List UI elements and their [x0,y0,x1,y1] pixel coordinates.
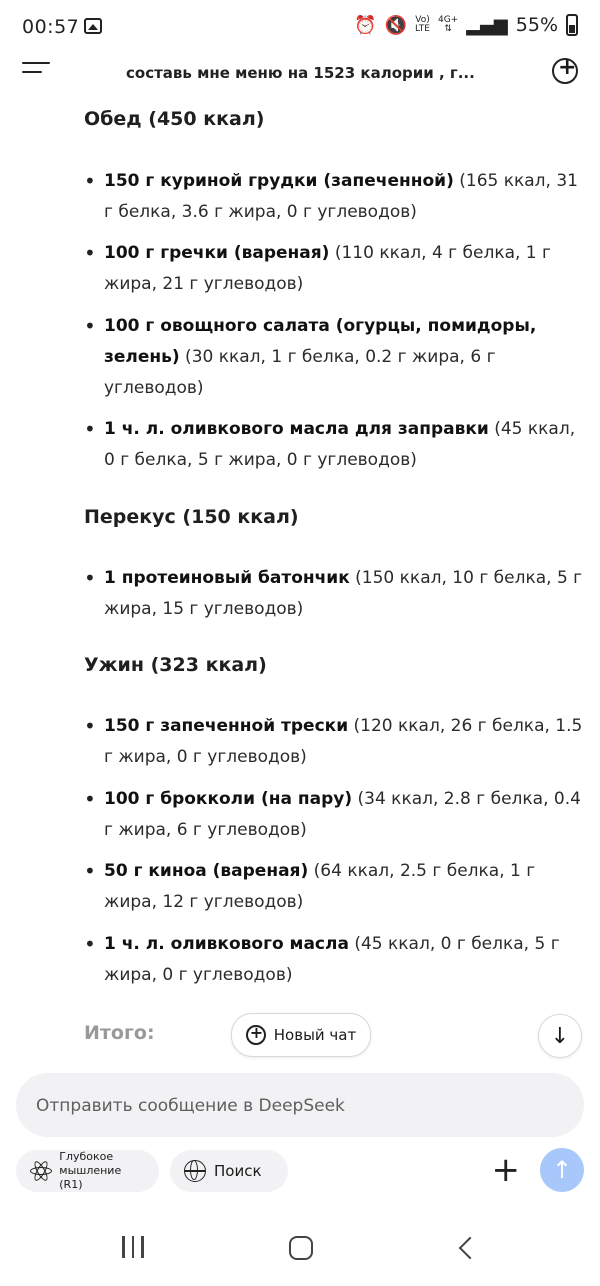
list-item: • 100 г брокколи (на пару) (34 ккал, 2.8 г белка, 0.4 г жира, 6 г углеводов) [104,784,584,846]
section-heading-lunch: Обед (450 ккал) [84,108,265,130]
attach-plus-icon[interactable]: + [491,1150,520,1190]
menu-icon[interactable] [22,62,50,82]
assistant-message [0,104,600,1044]
section-heading-snack: Перекус (150 ккал) [84,506,299,528]
globe-icon [184,1160,206,1182]
recent-apps-icon[interactable] [122,1236,144,1258]
arrow-down-icon: ↓ [550,1023,570,1049]
list-item: • 1 ч. л. оливкового масла для заправки (45 ккал, 0 г белка, 5 г жира, 0 г углеводов) [104,414,584,476]
scroll-down-button[interactable] [538,1014,582,1058]
input-toolbar [16,1150,584,1192]
plus-circle-icon [246,1025,266,1045]
network-type-icon: 4G+ ⇅ [437,15,459,34]
volte-icon: Vo) LTE [415,15,430,34]
home-icon[interactable] [289,1236,313,1260]
search-label: Поиск [214,1162,262,1180]
gallery-notification-icon [84,18,102,34]
status-bar [0,0,600,56]
list-item: • 150 г запеченной трески (120 ккал, 26 г белка, 1.5 г жира, 0 г углеводов) [104,711,584,773]
list-item: • 1 ч. л. оливкового масла (45 ккал, 0 г белка, 5 г жира, 0 г углеводов) [104,929,584,991]
arrow-up-icon: ↑ [551,1156,573,1184]
battery-percent: 55% [515,14,558,36]
section-heading-dinner: Ужин (323 ккал) [84,654,267,676]
list-item: • 100 г овощного салата (огурцы, помидоры, зелень) (30 ккал, 1 г белка, 0.2 г жира, 6 г углеводов) [104,311,584,404]
alarm-icon: ⏰ [354,14,377,36]
send-button[interactable] [540,1148,584,1192]
message-input[interactable] [34,1073,558,1139]
back-icon[interactable] [459,1237,482,1260]
status-time: 00:57 [22,16,80,38]
battery-icon [566,14,578,36]
new-chat-label: Новый чат [273,1026,357,1044]
atom-icon [30,1160,51,1182]
new-chat-button[interactable] [231,1013,371,1057]
list-item: • 1 протеиновый батончик (150 ккал, 10 г белка, 5 г жира, 15 г углеводов) [104,563,584,625]
status-icons [354,14,578,36]
new-chat-icon[interactable] [552,58,578,84]
deep-think-label: Глубокое мышление (R1) [59,1150,122,1191]
list-item: • 150 г куриной грудки (запеченной) (165 ккал, 31 г белка, 3.6 г жира, 0 г углеводов) [104,166,584,228]
mute-icon: 🔇 [384,14,408,36]
signal-icon: ▂▄▆ [466,14,508,36]
system-navigation-bar [0,1210,600,1286]
totals-label: Итого: [84,1022,155,1044]
message-input-container [16,1073,584,1137]
deep-think-toggle[interactable] [16,1150,159,1192]
search-toggle[interactable] [170,1150,288,1192]
list-item: • 50 г киноа (вареная) (64 ккал, 2.5 г белка, 1 г жира, 12 г углеводов) [104,856,584,918]
chat-title: составь мне меню на 1523 калории , г... [126,64,475,82]
list-item: • 100 г гречки (вареная) (110 ккал, 4 г белка, 1 г жира, 21 г углеводов) [104,238,584,300]
